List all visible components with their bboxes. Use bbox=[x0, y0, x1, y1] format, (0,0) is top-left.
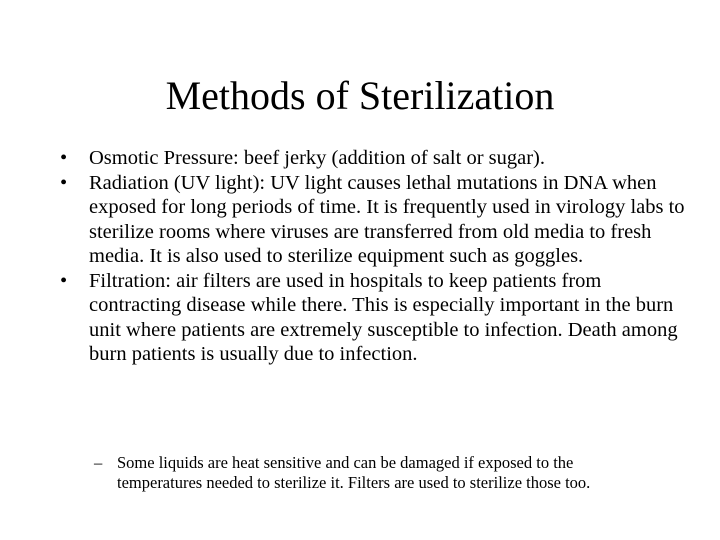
bullet-radiation bbox=[56, 171, 686, 269]
bullet-marker: • bbox=[60, 147, 68, 169]
bullet-filtration bbox=[56, 269, 686, 367]
sub-bullet-marker: – bbox=[94, 453, 103, 472]
bullet-list bbox=[56, 146, 686, 367]
bullet-marker: • bbox=[60, 269, 68, 292]
sub-bullet-heat-sensitive-liquids bbox=[88, 453, 657, 492]
bullet-text: Filtration: air filters are used in hospitals to keep patients from contracting disease while there. This is especially important in the burn unit where patients are extremely susceptible to infection. Death among burn patients is usually due to infection. bbox=[89, 269, 678, 365]
sub-bullet-text: Some liquids are heat sensitive and can be damaged if exposed to the temperatures needed to sterilize it. Filters are used to sterilize those too. bbox=[117, 453, 591, 492]
bullet-marker: • bbox=[60, 171, 68, 194]
bullet-text: Osmotic Pressure: beef jerky (addition of salt or sugar). bbox=[89, 147, 546, 169]
sub-bullet-list bbox=[56, 453, 686, 492]
bullet-text: Radiation (UV light): UV light causes lethal mutations in DNA when exposed for long periods of time. It is frequently used in virology labs to sterilize rooms where viruses are transferred from old media to fresh media. It is also used to sterilize equipment such as goggles. bbox=[89, 171, 685, 267]
bullet-osmotic-pressure bbox=[56, 146, 686, 171]
slide-title: Methods of Sterilization bbox=[165, 73, 555, 118]
